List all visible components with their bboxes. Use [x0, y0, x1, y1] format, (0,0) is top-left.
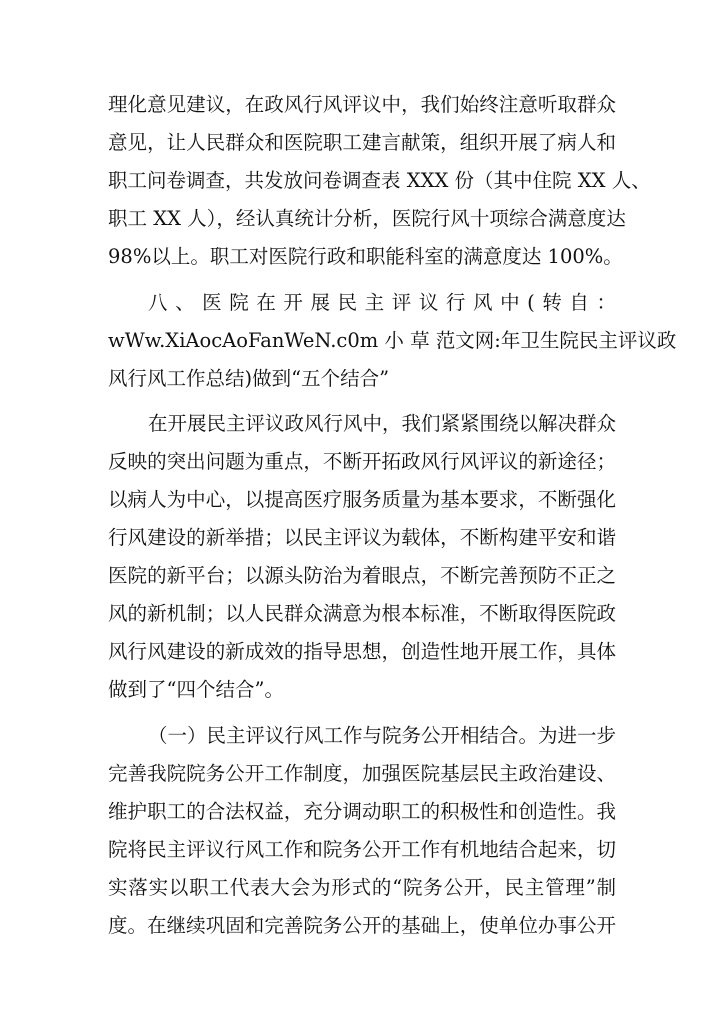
- text-line: 做到了“四个结合”。: [108, 678, 284, 701]
- text-line: wWw.XiAocAoFanWeN.c0m 小 草 范文网:年卫生院民主评议政: [108, 329, 677, 352]
- text-line: 理化意见建议，在政风行风评议中，我们始终注意听取群众: [108, 93, 616, 116]
- text-line: 维护职工的合法权益，充分调动职工的积极性和创造性。我: [108, 800, 616, 823]
- text-line: 行风建设的新举措；以民主评议为载体，不断构建平安和谐: [108, 526, 616, 549]
- text-line: 院将民主评议行风工作和院务公开工作有机地结合起来，切: [108, 838, 616, 861]
- text-line: 风行风建设的新成效的指导思想，创造性地开展工作，具体: [108, 640, 616, 663]
- text-line: 98%以上。职工对医院行政和职能科室的满意度达 100%。: [108, 245, 623, 268]
- section-heading-line: 八、医院在开展民主评议行风中(转自：: [148, 291, 616, 314]
- text-line: 职工 XX 人），经认真统计分析，医院行风十项综合满意度达: [108, 207, 626, 230]
- text-line: 反映的突出问题为重点，不断开拓政风行风评议的新途径；: [108, 450, 616, 473]
- text-line: 风行风工作总结)做到“五个结合”: [108, 367, 390, 390]
- paragraph-first-line: （一）民主评议行风工作与院务公开相结合。为进一步: [148, 724, 617, 747]
- text-line: 实落实以职工代表大会为形式的“院务公开，民主管理”制: [108, 876, 616, 899]
- text-line: 度。在继续巩固和完善院务公开的基础上，使单位办事公开: [108, 914, 616, 937]
- text-line: 职工问卷调查，共发放问卷调查表 XXX 份（其中住院 XX 人、: [108, 169, 651, 192]
- text-line: 完善我院院务公开工作制度，加强医院基层民主政治建设、: [108, 762, 616, 785]
- text-line: 风的新机制；以人民群众满意为根本标准，不断取得医院政: [108, 602, 616, 625]
- paragraph-first-line: 在开展民主评议政风行风中，我们紧紧围绕以解决群众: [148, 412, 617, 435]
- text-line: 意见，让人民群众和医院职工建言献策，组织开展了病人和: [108, 131, 616, 154]
- text-line: 医院的新平台；以源头防治为着眼点，不断完善预防不正之: [108, 564, 616, 587]
- text-line: 以病人为中心，以提高医疗服务质量为基本要求，不断强化: [108, 488, 616, 511]
